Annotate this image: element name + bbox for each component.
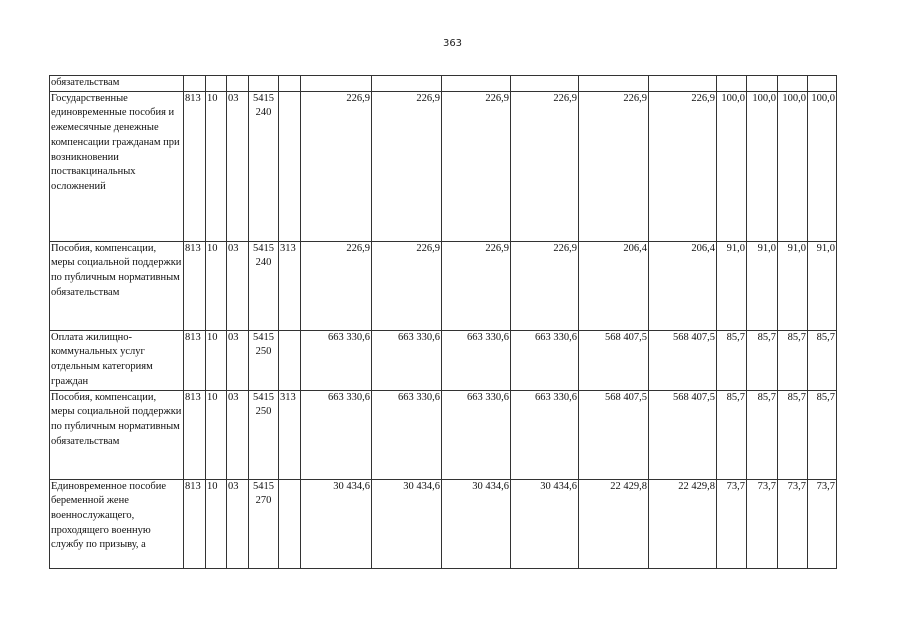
name-cell: Единовременное пособие беременной жене военнослужащего, проходящего военную службу по призыву, а — [50, 479, 184, 568]
amount-cell-1: 663 330,6 — [301, 390, 372, 479]
percent-cell-3: 100,0 — [778, 91, 808, 241]
podrazdel-cell: 03 — [227, 330, 249, 390]
percent-cell-2: 100,0 — [747, 91, 778, 241]
percent-cell-2: 73,7 — [747, 479, 778, 568]
percent-cell-1: 73,7 — [717, 479, 747, 568]
table-row — [50, 479, 837, 568]
amount-cell-3: 226,9 — [442, 241, 511, 330]
amount-cell-5: 206,4 — [579, 241, 649, 330]
vr-cell — [279, 330, 301, 390]
vedomstvo-cell — [184, 76, 206, 92]
amount-cell-2: 663 330,6 — [372, 390, 442, 479]
percent-cell-1: 85,7 — [717, 390, 747, 479]
podrazdel-cell: 03 — [227, 479, 249, 568]
vr-cell: 313 — [279, 241, 301, 330]
csr-cell: 5415 250 — [249, 390, 279, 479]
amount-cell-5: 22 429,8 — [579, 479, 649, 568]
percent-cell-4: 91,0 — [808, 241, 837, 330]
table-row — [50, 91, 837, 241]
amount-cell-1 — [301, 76, 372, 92]
csr-cell: 5415 250 — [249, 330, 279, 390]
amount-cell-1: 663 330,6 — [301, 330, 372, 390]
podrazdel-cell: 03 — [227, 390, 249, 479]
amount-cell-5: 568 407,5 — [579, 330, 649, 390]
percent-cell-3: 73,7 — [778, 479, 808, 568]
vr-cell — [279, 76, 301, 92]
csr-cell: 5415 270 — [249, 479, 279, 568]
amount-cell-2: 30 434,6 — [372, 479, 442, 568]
vedomstvo-cell: 813 — [184, 390, 206, 479]
percent-cell-2 — [747, 76, 778, 92]
percent-cell-3 — [778, 76, 808, 92]
amount-cell-1: 30 434,6 — [301, 479, 372, 568]
vedomstvo-cell: 813 — [184, 91, 206, 241]
amount-cell-3 — [442, 76, 511, 92]
amount-cell-4: 663 330,6 — [511, 390, 579, 479]
percent-cell-3: 85,7 — [778, 390, 808, 479]
amount-cell-4: 30 434,6 — [511, 479, 579, 568]
percent-cell-1: 85,7 — [717, 330, 747, 390]
amount-cell-2: 226,9 — [372, 91, 442, 241]
amount-cell-2: 226,9 — [372, 241, 442, 330]
percent-cell-4: 100,0 — [808, 91, 837, 241]
percent-cell-4: 73,7 — [808, 479, 837, 568]
amount-cell-3: 663 330,6 — [442, 390, 511, 479]
vr-cell: 313 — [279, 390, 301, 479]
amount-cell-6 — [649, 76, 717, 92]
vedomstvo-cell: 813 — [184, 479, 206, 568]
percent-cell-4: 85,7 — [808, 390, 837, 479]
podrazdel-cell: 03 — [227, 91, 249, 241]
csr-cell: 5415 240 — [249, 91, 279, 241]
name-cell: обязательствам — [50, 76, 184, 92]
table-row — [50, 390, 837, 479]
table-body — [50, 76, 837, 569]
percent-cell-1: 100,0 — [717, 91, 747, 241]
name-cell: Государственные единовременные пособия и ежемесячные денежные компенсации гражданам при возникновении поствакцинальных осложнений — [50, 91, 184, 241]
table-row — [50, 330, 837, 390]
csr-cell — [249, 76, 279, 92]
amount-cell-6: 226,9 — [649, 91, 717, 241]
amount-cell-6: 568 407,5 — [649, 390, 717, 479]
amount-cell-4: 663 330,6 — [511, 330, 579, 390]
percent-cell-3: 85,7 — [778, 330, 808, 390]
amount-cell-6: 568 407,5 — [649, 330, 717, 390]
name-cell: Оплата жилищно-коммунальных услуг отдельным категориям граждан — [50, 330, 184, 390]
vedomstvo-cell: 813 — [184, 330, 206, 390]
podrazdel-cell — [227, 76, 249, 92]
amount-cell-4: 226,9 — [511, 241, 579, 330]
percent-cell-4: 85,7 — [808, 330, 837, 390]
amount-cell-3: 30 434,6 — [442, 479, 511, 568]
percent-cell-1: 91,0 — [717, 241, 747, 330]
razdel-cell: 10 — [206, 91, 227, 241]
vr-cell — [279, 91, 301, 241]
amount-cell-2: 663 330,6 — [372, 330, 442, 390]
amount-cell-1: 226,9 — [301, 241, 372, 330]
razdel-cell — [206, 76, 227, 92]
amount-cell-5 — [579, 76, 649, 92]
percent-cell-4 — [808, 76, 837, 92]
amount-cell-6: 22 429,8 — [649, 479, 717, 568]
name-cell: Пособия, компенсации, меры социальной поддержки по публичным нормативным обязательствам — [50, 390, 184, 479]
page-number: 363 — [442, 38, 463, 49]
table-row — [50, 76, 837, 92]
name-cell: Пособия, компенсации, меры социальной поддержки по публичным нормативным обязательствам — [50, 241, 184, 330]
percent-cell-2: 85,7 — [747, 330, 778, 390]
amount-cell-1: 226,9 — [301, 91, 372, 241]
razdel-cell: 10 — [206, 479, 227, 568]
amount-cell-4: 226,9 — [511, 91, 579, 241]
amount-cell-2 — [372, 76, 442, 92]
razdel-cell: 10 — [206, 241, 227, 330]
percent-cell-3: 91,0 — [778, 241, 808, 330]
table-row — [50, 241, 837, 330]
amount-cell-3: 226,9 — [442, 91, 511, 241]
amount-cell-4 — [511, 76, 579, 92]
amount-cell-5: 568 407,5 — [579, 390, 649, 479]
amount-cell-3: 663 330,6 — [442, 330, 511, 390]
podrazdel-cell: 03 — [227, 241, 249, 330]
amount-cell-5: 226,9 — [579, 91, 649, 241]
percent-cell-2: 91,0 — [747, 241, 778, 330]
vedomstvo-cell: 813 — [184, 241, 206, 330]
razdel-cell: 10 — [206, 390, 227, 479]
percent-cell-1 — [717, 76, 747, 92]
razdel-cell: 10 — [206, 330, 227, 390]
percent-cell-2: 85,7 — [747, 390, 778, 479]
csr-cell: 5415 240 — [249, 241, 279, 330]
amount-cell-6: 206,4 — [649, 241, 717, 330]
budget-table — [49, 75, 837, 569]
vr-cell — [279, 479, 301, 568]
